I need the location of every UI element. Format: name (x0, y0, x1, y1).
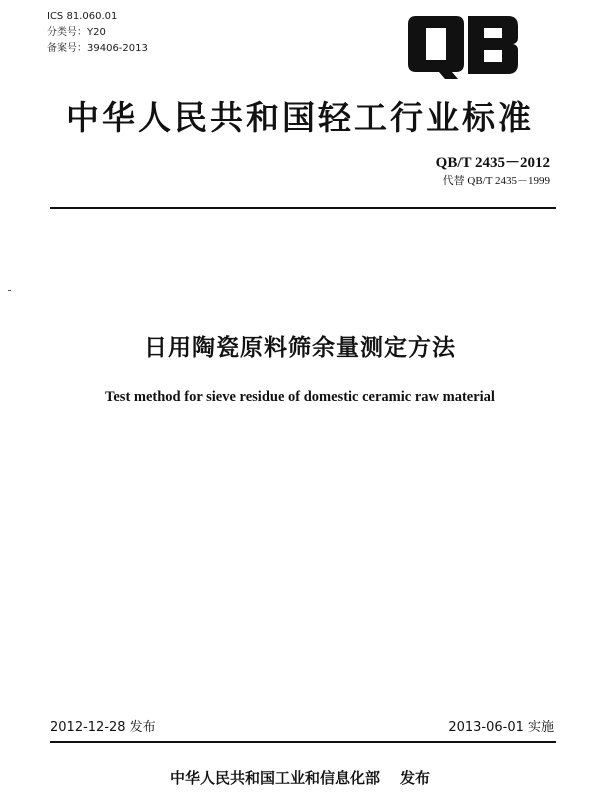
issue-action: 发布 (400, 769, 431, 787)
classification-number: 分类号：Y20 (47, 27, 106, 38)
implementation-date: 2013-06-01 实施 (448, 720, 554, 735)
qb-logo (408, 12, 520, 80)
footer-divider (50, 741, 556, 743)
replaces-standard: 代替 QB/T 2435－1999 (442, 175, 550, 187)
issuing-organization: 中华人民共和国工业和信息化部 (169, 769, 380, 787)
header-divider (50, 207, 556, 209)
scan-speck (8, 290, 11, 291)
ics-code: ICS 81.060.01 (47, 11, 118, 22)
standard-code: QB/T 2435－2012 (435, 155, 550, 171)
issuer-line (0, 769, 600, 787)
document-title-english: Test method for sieve residue of domestic ceramic raw material (105, 389, 495, 405)
record-number: 备案号：39406-2013 (47, 43, 148, 54)
issue-date: 2012-12-28 发布 (50, 720, 156, 735)
standard-category-title: 中华人民共和国轻工行业标准 (66, 98, 534, 137)
document-title-chinese: 日用陶瓷原料筛余量测定方法 (144, 335, 456, 361)
